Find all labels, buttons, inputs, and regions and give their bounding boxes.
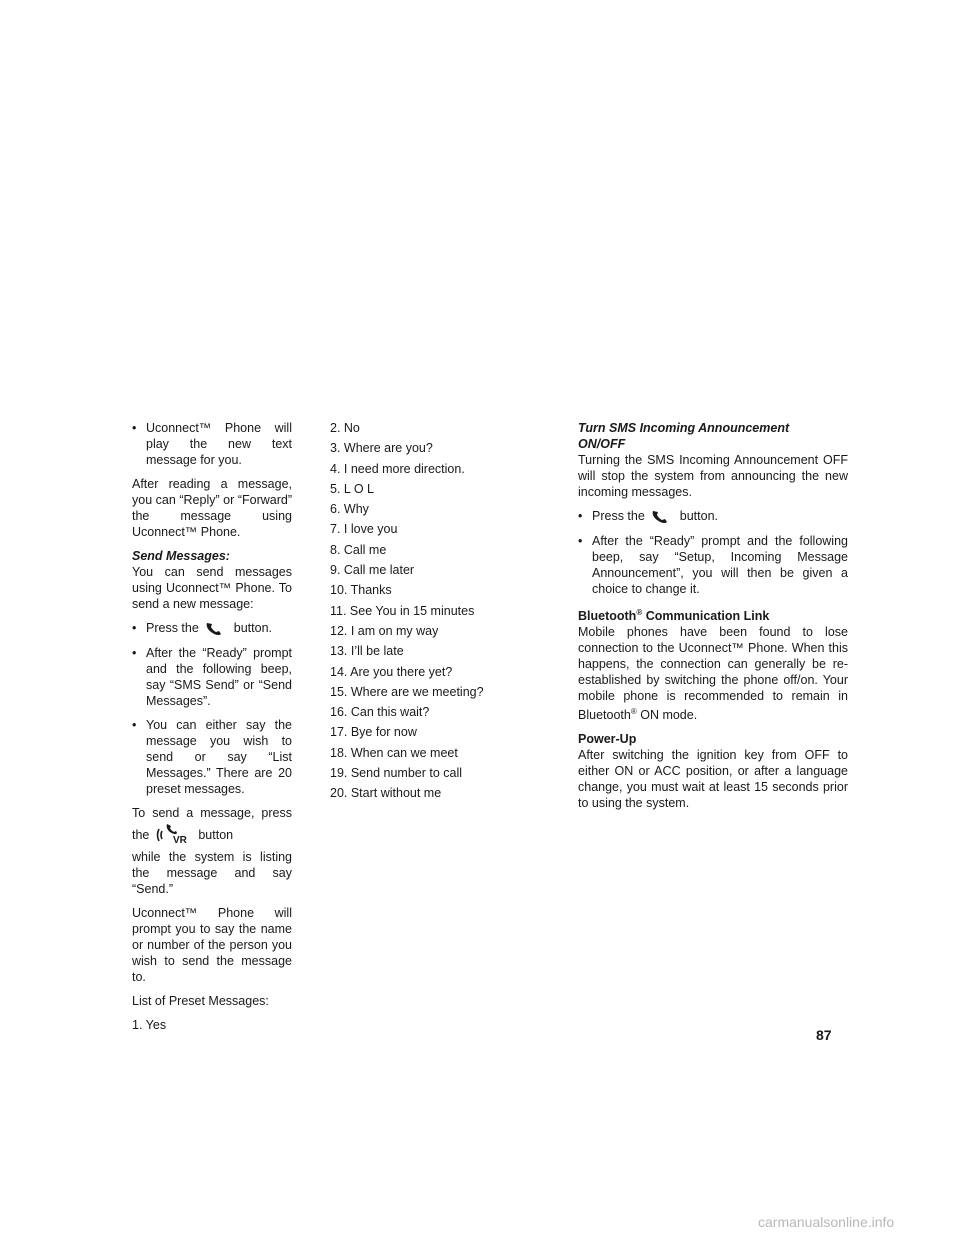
watermark: carmanualsonline.info [758, 1214, 895, 1230]
preset-message: 10. Thanks [330, 583, 392, 598]
after-reading-text: After reading a message, you can “Reply” or “Forward” the message using Uconnect™ Phone. [132, 477, 292, 539]
sms-announcement-text: Turning the SMS Incoming Announcement OFF will stop the system from announcing the new incoming messages. [578, 453, 848, 499]
preset-message: 4. I need more direction. [330, 461, 465, 476]
phone-handset-icon [650, 509, 674, 525]
preset-message: 5. L O L [330, 481, 375, 496]
preset-message: 9. Call me later [330, 563, 415, 578]
preset-message: 19. Send number to call [330, 766, 463, 781]
bullet: • [132, 621, 137, 635]
prompt-text: Uconnect™ Phone will prompt you to say the name or number of the person you wish to send the message to. [132, 905, 292, 984]
power-up-text: After switching the ignition key from OFF to either ON or ACC position, or after a language change, you must wait at least 15 seconds prior to using the system. [578, 747, 848, 810]
bullet-after-ready: • After the “Ready” prompt and the following beep, say “SMS Send” or “Send Messages”. [132, 645, 292, 708]
bullet: • [132, 717, 137, 732]
preset-message: 15. Where are we meeting? [330, 684, 484, 699]
bullet: • [578, 533, 583, 548]
phone-handset-icon [204, 621, 228, 637]
page-number: 87 [816, 1027, 832, 1043]
column-1 [132, 420, 292, 1041]
voice-recognition-icon [155, 821, 193, 845]
vr-label: VR [172, 834, 187, 845]
send-intro-text: You can send messages using Uconnect™ Phone. To send a new message: [132, 565, 292, 611]
preset-message: 16. Can this wait? [330, 705, 430, 720]
column-3 [578, 420, 848, 819]
preset-message: 12. I am on my way [330, 623, 439, 638]
column-2 [330, 420, 490, 806]
bullet-say-message: • You can either say the message you wish to send or say “List Messages.” There are 20 preset messages. [132, 717, 292, 796]
preset-message-1: 1. Yes [132, 1017, 167, 1032]
preset-message: 11. See You in 15 minutes [330, 603, 475, 618]
list-title: List of Preset Messages: [132, 993, 269, 1008]
bullet: • [132, 645, 137, 660]
preset-message: 17. Bye for now [330, 725, 417, 740]
preset-message: 2. No [330, 421, 360, 435]
bluetooth-text: Mobile phones have been found to lose connection to the Uconnect™ Phone. When this happens, the connection can generally be re-established by switching the phone off/on. Your mobile phone is recommended to remain in Bluetooth® ON mode. [578, 624, 848, 722]
bluetooth-heading: Bluetooth® Communication Link [578, 607, 770, 623]
preset-message: 13. I’ll be late [330, 644, 404, 659]
preset-messages-list [330, 420, 490, 801]
sms-announcement-heading-2: ON/OFF [578, 437, 626, 451]
bullet-play-message: • Uconnect™ Phone will play the new text message for you. [132, 421, 292, 467]
preset-message: 7. I love you [330, 522, 398, 537]
preset-message: 3. Where are you? [330, 441, 433, 456]
preset-message: 18. When can we meet [330, 745, 458, 760]
bullet: • [578, 509, 583, 523]
preset-message: 20. Start without me [330, 786, 442, 801]
bullet-after-ready-2: • After the “Ready” prompt and the following beep, say “Setup, Incoming Message Announcement”, you will then be given a choice to change it. [578, 533, 848, 596]
send-messages-heading: Send Messages: [132, 549, 230, 563]
sms-announcement-heading: Turn SMS Incoming Announcement [578, 421, 790, 435]
bullet-press-phone-2: • Press the button. [578, 509, 719, 523]
bullet: • [132, 421, 137, 435]
preset-message: 6. Why [330, 502, 369, 517]
preset-message: 8. Call me [330, 542, 387, 557]
to-send-line: To send a message, press the VR button [132, 805, 292, 845]
preset-message: 14. Are you there yet? [330, 664, 453, 679]
bullet-press-phone: • Press the button. [132, 621, 273, 635]
to-send-continued: while the system is listing the message and say “Send.” [132, 849, 292, 896]
power-up-heading: Power-Up [578, 731, 637, 746]
